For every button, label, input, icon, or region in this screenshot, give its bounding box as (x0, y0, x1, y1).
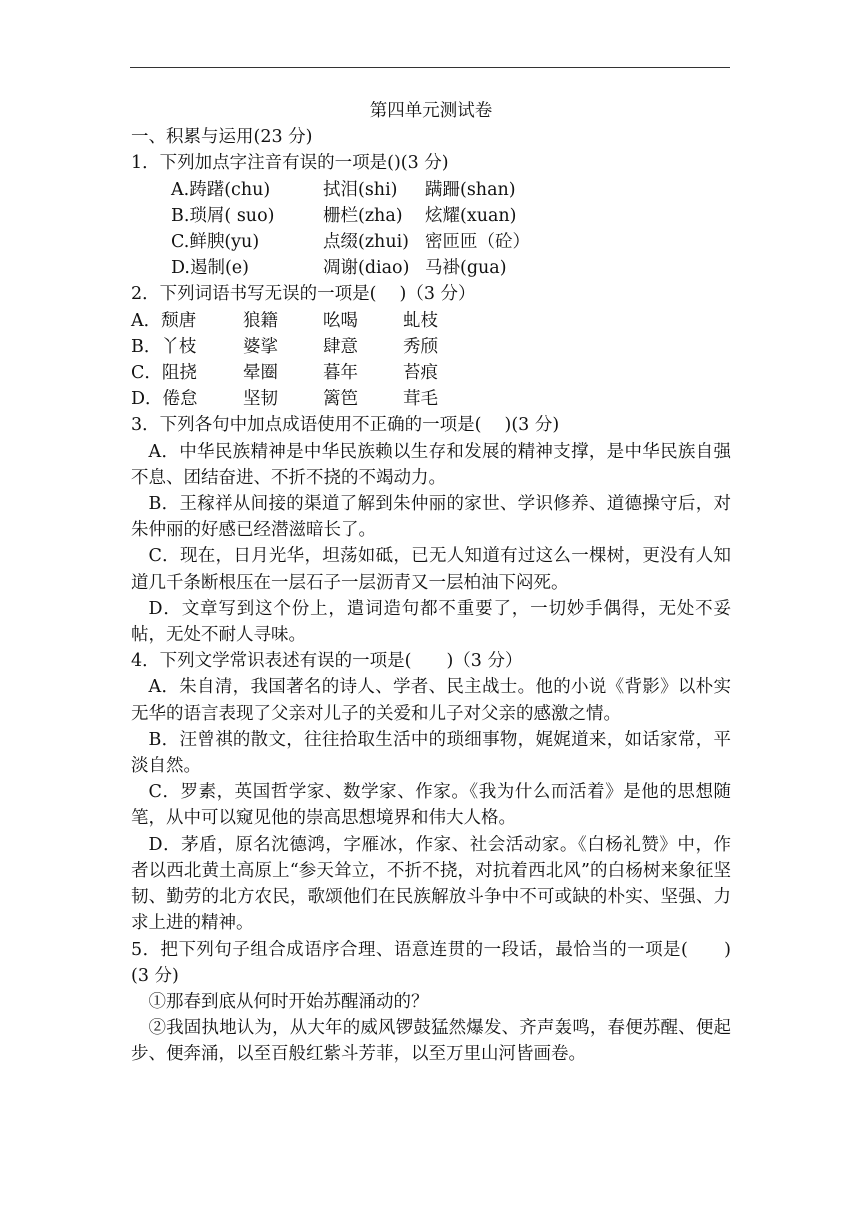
question-2-option-c[interactable] (131, 360, 731, 386)
option-item: B.琐屑( suo) (171, 205, 275, 226)
header-rule (130, 67, 730, 68)
question-5-sentence-1: ①那春到底从何时开始苏醒涌动的？ (148, 991, 429, 1012)
question-4-option-a[interactable]: A．朱自清，我国著名的诗人、学者、民主战士。他的小说《背影》以朴实无华的语言表现了父亲对儿子的关爱和儿子对父亲的感激之情。 (131, 677, 731, 724)
question-3-option-a[interactable]: A．中华民族精神是中华民族赖以生存和发展的精神支撑，是中华民族自强不息、团结奋进、不折不挠的不竭动力。 (131, 441, 731, 488)
option-item: D．倦怠 (131, 389, 198, 410)
option-item: 吆喝 (323, 310, 358, 331)
section-heading: 一、积累与运用(23 分) (131, 127, 313, 148)
option-item: 茸毛 (403, 389, 438, 410)
question-1-option-d[interactable] (131, 255, 731, 281)
question-2-option-d[interactable] (131, 386, 731, 412)
option-item: C.鲜腴(yu) (171, 232, 260, 253)
question-1-stem: 1．下列加点字注音有误的一项是()(3 分) (131, 153, 449, 174)
option-item: 炫耀(xuan) (425, 205, 517, 226)
option-item: 密匝匝（砼） (425, 232, 530, 253)
option-item: 拭泪(shi) (323, 179, 398, 200)
option-item: 点缀(zhui) (323, 232, 410, 253)
question-1-option-c[interactable] (131, 229, 731, 255)
question-2-option-a[interactable] (131, 308, 731, 334)
option-item: 婆挲 (243, 336, 278, 357)
option-item: 坚韧 (243, 389, 278, 410)
exam-page (131, 98, 731, 1068)
option-item: 苔痕 (403, 363, 438, 384)
option-item: C．阻挠 (131, 363, 197, 384)
option-item: 秀颀 (403, 336, 438, 357)
option-item: 肆意 (323, 336, 358, 357)
option-item: 蹒跚(shan) (425, 179, 516, 200)
option-item: 虬枝 (403, 310, 438, 331)
question-4-option-b[interactable]: B．汪曾祺的散文，往往拾取生活中的琐细事物，娓娓道来，如话家常，平淡自然。 (131, 729, 731, 777)
option-item: A．颓唐 (131, 310, 197, 331)
question-3-option-c[interactable]: C．现在，日月光华，坦荡如砥，已无人知道有过这么一棵树，更没有人知道几千条断根压在一层石子一层沥青又一层柏油下闷死。 (131, 546, 731, 593)
option-item: D.遏制(e) (171, 258, 249, 279)
question-3-stem: 3．下列各句中加点成语使用不正确的一项是( )(3 分) (131, 415, 560, 436)
option-item: 狼籍 (243, 310, 278, 331)
question-3-option-b[interactable]: B．王稼祥从间接的渠道了解到朱仲丽的家世、学识修养、道德操守后，对朱仲丽的好感已经潜滋暗长了。 (131, 494, 731, 541)
question-4-option-c[interactable]: C．罗素，英国哲学家、数学家、作家。《我为什么而活着》是他的思想随笔，从中可以窥见他的崇高思想境界和伟大人格。 (131, 782, 731, 829)
page-title: 第四单元测试卷 (369, 101, 493, 121)
question-2-option-b[interactable] (131, 334, 731, 360)
question-2-stem: 2．下列词语书写无误的一项是( )（3 分） (131, 284, 476, 305)
option-item: 晕圈 (243, 363, 278, 384)
option-item: 暮年 (323, 363, 358, 384)
question-5-stem: 5．把下列句子组合成语序合理、语意连贯的一段话，最恰当的一项是( )(3 分) (131, 939, 731, 986)
option-item: B．丫枝 (131, 336, 197, 357)
option-item: 凋谢(diao) (323, 258, 410, 279)
question-4-option-d[interactable]: D．茅盾，原名沈德鸿，字雁冰，作家、社会活动家。《白杨礼赞》中，作者以西北黄土高原上“参天耸立，不折不挠，对抗着西北风”的白杨树来象征坚韧、勤劳的北方农民，歌颂他们在民族解放斗争中不可或缺的朴实、坚强、力求上进的精神。 (131, 834, 731, 934)
option-item: A.踌躇(chu) (171, 179, 271, 200)
question-5-sentence-2: ②我固执地认为，从大年的威风锣鼓猛然爆发、齐声轰鸣，春便苏醒、便起步、便奔涌，以至百般红紫斗芳菲，以至万里山河皆画卷。 (131, 1018, 731, 1065)
option-item: 篱笆 (323, 389, 358, 410)
question-4-stem: 4．下列文学常识表述有误的一项是( )（3 分） (131, 651, 523, 672)
question-1-option-b[interactable] (131, 203, 731, 229)
option-item: 栅栏(zha) (323, 205, 403, 226)
question-1-option-a[interactable] (131, 177, 731, 203)
question-3-option-d[interactable]: D．文章写到这个份上，遣词造句都不重要了，一切妙手偶得，无处不妥帖，无处不耐人寻味。 (131, 598, 731, 646)
option-item: 马褂(gua) (425, 258, 507, 279)
